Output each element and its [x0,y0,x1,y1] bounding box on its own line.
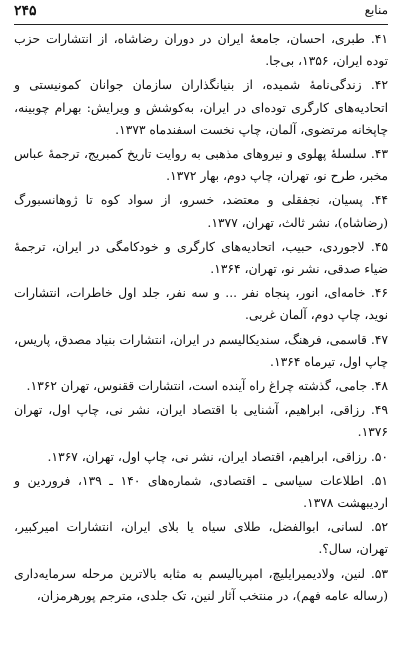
reference-item: ۴۷. قاسمی، فرهنگ، سندیکالیسم در ایران، انتشارات بنیاد مصدق، پاریس، چاپ اول، تیرماه ۱۳۶۴. [14,332,388,369]
reference-item: ۵۲. لسانی، ابوالفضل، طلای سیاه یا بلای ایران، انتشارات امیرکبیر، تهران، سال؟. [14,520,388,557]
reference-item: ۴۶. خامه‌ای، انور، پنجاه نفر ... و سه نفر، جلد اول خاطرات، انتشارات نوید، چاپ دوم، آلمان غربی. [14,286,388,323]
running-head: منابع [364,3,388,17]
reference-item: ۴۳. سلسلهٔ پهلوی و نیروهای مذهبی به روایت تاریخ کمبریج، ترجمهٔ عباس مخبر، طرح نو، تهران، چاپ دوم، بهار ۱۳۷۲. [14,147,388,184]
reference-item: ۴۲. زندگی‌نامهٔ شمیده، از بنیانگذاران سازمان جوانان کمونیستی و اتحادیه‌های کارگری توده‌ای در ایران، به‌کوشش و ویرایش: بهرام چوبینه، چاپخانه مرتضوی، آلمان، چاپ نخست اسفندماه ۱۳۷۳. [14,78,388,137]
page-number: ۲۴۵ [14,3,37,19]
reference-item: ۵۱. اطلاعات سیاسی ـ اقتصادی، شماره‌های ۱۴۰ ـ ۱۳۹، فروردین و اردیبهشت ۱۳۷۸. [14,473,388,511]
reference-item: ۴۹. رزاقی، ابراهیم، آشنایی با اقتصاد ایران، نشر نی، چاپ اول، تهران ۱۳۷۶. [14,403,388,440]
reference-item: ۴۱. طبری، احسان، جامعهٔ ایران در دوران رضاشاه، از انتشارات حزب توده ایران، ۱۳۵۶، بی‌جا. [14,32,388,69]
reference-item: ۵۰. رزاقی، ابراهیم، اقتصاد ایران، نشر نی، چاپ اول، تهران، ۱۳۶۷. [47,449,388,464]
reference-item: ۴۴. پسیان، نجفقلی و معتضد، خسرو، از سواد کوه تا ژوهانسبورگ (رضاشاه)، نشر ثالث، تهران، ۱۳۷۷. [14,193,388,230]
reference-item: ۵۳. لنین، ولادیمیرایلیچ، امپریالیسم به مثابه بالاترین مرحله سرمایه‌داری (رساله عامه فهم)، در منتخب آثار لنین، تک جلدی، مترجم پورهرمزان، [14,566,388,603]
page-header [14,2,388,26]
reference-list [14,28,388,609]
reference-item: ۴۵. لاجوردی، حبیب، اتحادیه‌های کارگری و خودکامگی در ایران، ترجمهٔ ضیاء صدقی، نشر نو، تهران، ۱۳۶۴. [14,239,388,277]
header-rule [14,24,388,25]
reference-item: ۴۸. جامی، گذشته چراغ راه آینده است، انتشارات ققنوس، تهران ۱۳۶۲. [26,379,388,394]
